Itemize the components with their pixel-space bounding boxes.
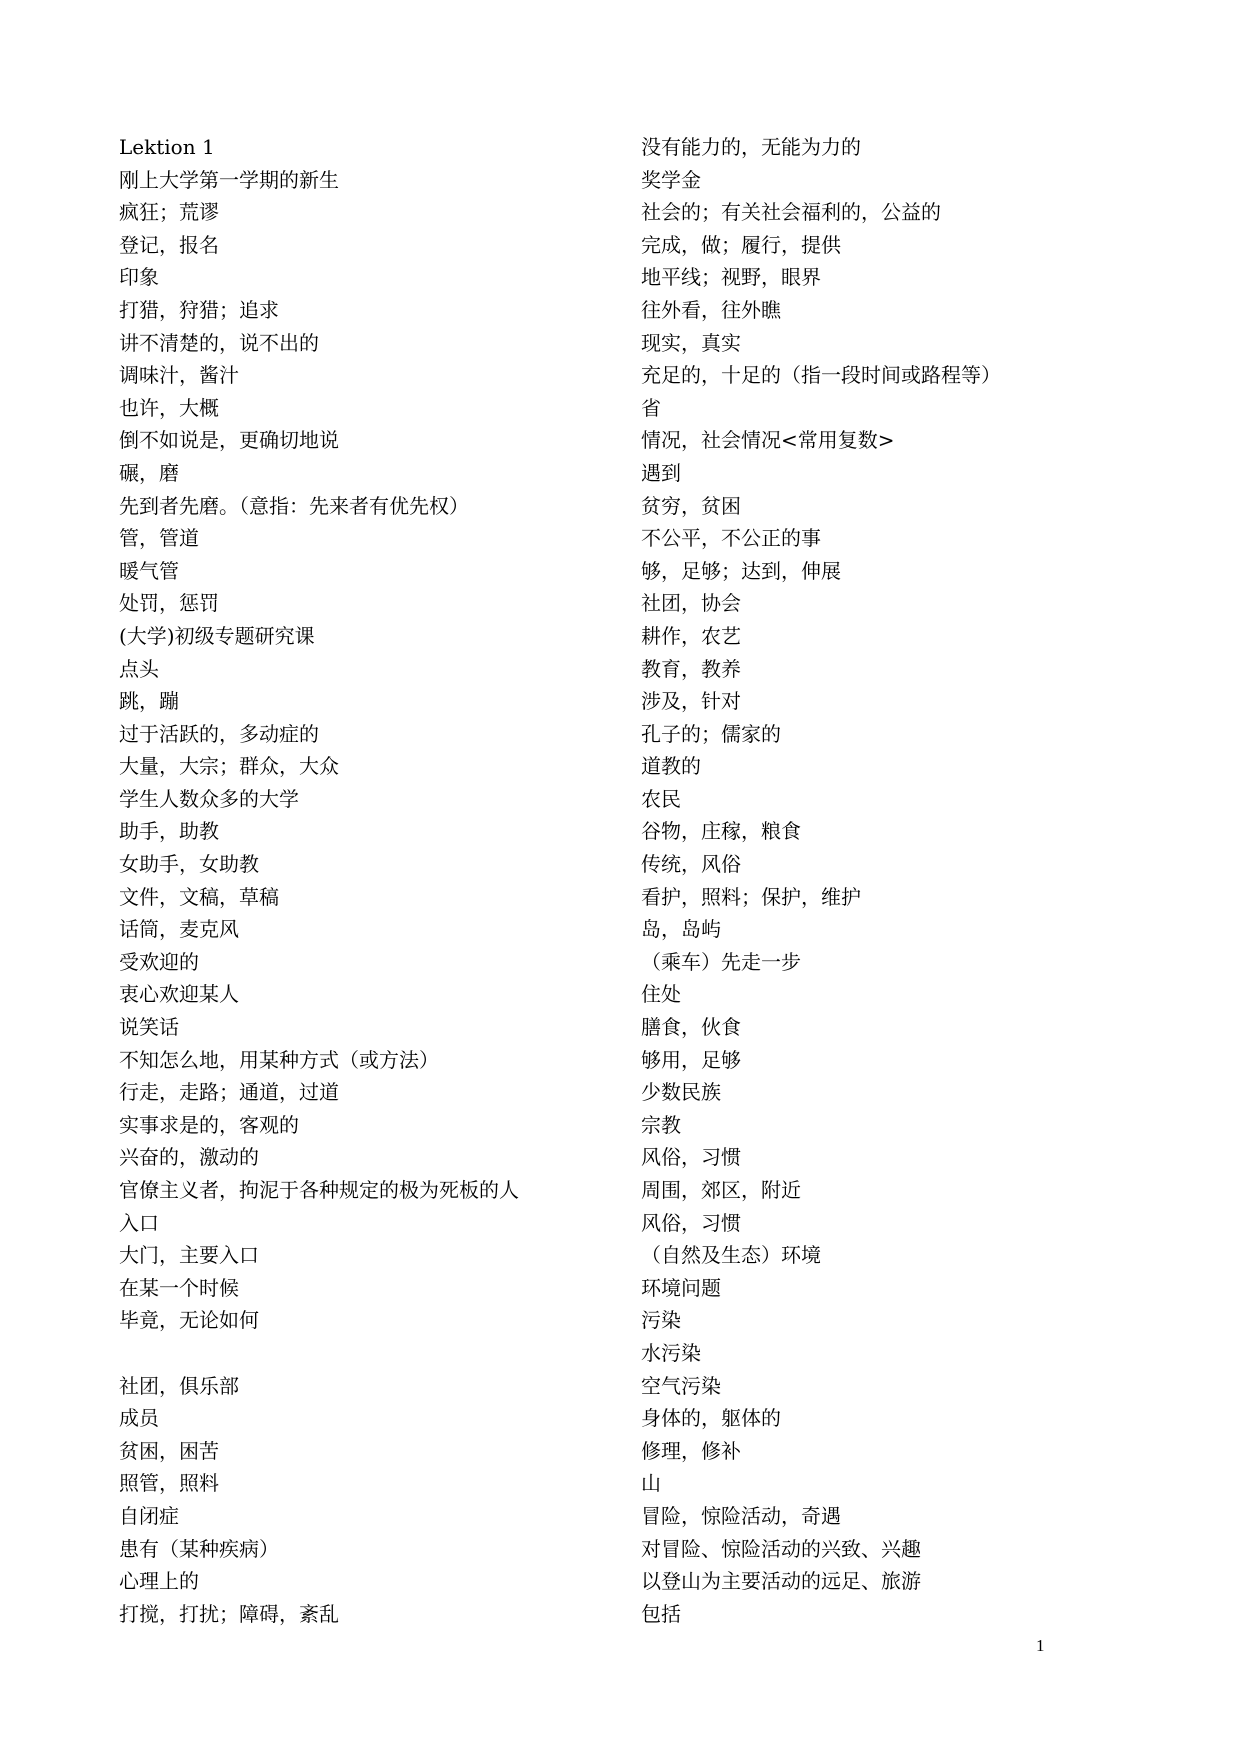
vocab-line: （自然及生态）环境	[641, 1243, 821, 1268]
vocab-line: 谷物，庄稼，粮食	[641, 819, 801, 844]
vocab-line: 心理上的	[119, 1569, 199, 1594]
vocab-line: 跳，蹦	[119, 689, 179, 714]
vocab-line: 官僚主义者，拘泥于各种规定的极为死板的人	[119, 1178, 519, 1202]
vocab-line: 大量，大宗；群众，大众	[119, 754, 339, 779]
vocab-line: 看护，照料；保护，维护	[641, 884, 861, 909]
vocab-line: 山	[641, 1471, 661, 1496]
vocab-line: 暖气管	[119, 558, 179, 583]
vocab-line: 宗教	[641, 1112, 681, 1137]
vocab-line: 倒不如说是，更确切地说	[119, 428, 339, 453]
vocab-line: 往外看，往外瞧	[641, 297, 781, 322]
vocab-line: 奖学金	[641, 167, 701, 192]
vocab-line: 没有能力的，无能为力的	[641, 135, 861, 159]
page-number: 1	[1036, 1636, 1045, 1655]
vocab-line: 入口	[119, 1210, 159, 1235]
vocab-line: 患有（某种疾病）	[119, 1536, 279, 1561]
vocab-line: 现实，真实	[641, 330, 741, 355]
vocab-line: 情况，社会情况<常用复数>	[641, 428, 895, 453]
vocab-line: 碾，磨	[119, 460, 179, 485]
vocab-line: 讲不清楚的，说不出的	[119, 330, 319, 355]
vocab-line: 过于活跃的，多动症的	[119, 721, 319, 746]
vocab-line: 毕竟，无论如何	[119, 1308, 259, 1333]
vocab-line: 完成，做；履行，提供	[641, 232, 841, 257]
vocab-line: 道教的	[641, 754, 701, 779]
vocab-line: 衷心欢迎某人	[119, 982, 239, 1007]
vocab-line: (大学)初级专题研究课	[119, 623, 315, 648]
vocab-line: 够用，足够	[641, 1047, 741, 1072]
vocab-line: 受欢迎的	[119, 949, 199, 974]
vocab-line: 冒险，惊险活动，奇遇	[641, 1503, 841, 1528]
vocab-line: 涉及，针对	[641, 689, 741, 714]
vocab-line: 贫穷，贫困	[641, 493, 741, 518]
vocab-line: 岛，岛屿	[641, 917, 721, 942]
vocab-line: 打猎，狩猎；追求	[119, 297, 279, 322]
vocab-line: 照管，照料	[119, 1471, 219, 1496]
vocab-line: 省	[641, 395, 661, 420]
vocab-line: 够，足够；达到，伸展	[641, 558, 841, 583]
vocab-line: 也许，大概	[119, 395, 219, 420]
vocab-line: 身体的，躯体的	[641, 1406, 781, 1431]
vocab-line: 修理，修补	[641, 1438, 741, 1463]
vocab-line: 农民	[641, 786, 681, 811]
vocab-line: 助手，助教	[119, 819, 219, 844]
vocab-line	[119, 1337, 619, 1370]
vocab-line: 兴奋的，激动的	[119, 1145, 259, 1170]
vocab-line: 膳食，伙食	[641, 1015, 741, 1040]
vocab-line: 点头	[119, 656, 159, 681]
vocab-line: 教育，教养	[641, 656, 741, 681]
vocab-line: 社团，协会	[641, 591, 741, 616]
vocab-line: 住处	[641, 982, 681, 1007]
vocab-line: 不公平，不公正的事	[641, 526, 821, 551]
vocab-line: 成员	[119, 1406, 159, 1431]
vocab-line: 污染	[641, 1308, 681, 1333]
vocab-line: 少数民族	[641, 1080, 721, 1105]
vocab-line: 遇到	[641, 460, 681, 485]
vocab-line: 社团，俱乐部	[119, 1373, 239, 1398]
vocab-line: 充足的，十足的（指一段时间或路程等）	[641, 363, 1001, 388]
vocab-line: 在某一个时候	[119, 1275, 239, 1300]
vocab-line: 调味汁，酱汁	[119, 363, 239, 388]
vocab-line: 说笑话	[119, 1015, 179, 1040]
vocab-line: 女助手，女助教	[119, 852, 259, 877]
vocab-line: 贫困，困苦	[119, 1438, 219, 1463]
vocab-line: 空气污染	[641, 1373, 721, 1398]
left-column	[119, 131, 619, 1630]
vocab-line: 社会的；有关社会福利的，公益的	[641, 200, 941, 225]
vocab-line: 传统，风俗	[641, 852, 741, 877]
vocab-line: 以登山为主要活动的远足、旅游	[641, 1569, 921, 1594]
vocab-line: 行走，走路；通道，过道	[119, 1080, 339, 1105]
vocab-line: 不知怎么地，用某种方式（或方法）	[119, 1047, 439, 1072]
right-column	[641, 131, 1161, 1630]
vocab-line: 地平线；视野，眼界	[641, 265, 821, 290]
vocab-line: 实事求是的，客观的	[119, 1112, 299, 1137]
vocab-line: 耕作，农艺	[641, 623, 741, 648]
vocab-line: 印象	[119, 265, 159, 290]
vocab-line: 管，管道	[119, 526, 199, 551]
vocab-line: 自闭症	[119, 1503, 179, 1528]
vocab-line: 话筒，麦克风	[119, 917, 239, 942]
vocab-line: 水污染	[641, 1340, 701, 1365]
vocab-line: 环境问题	[641, 1275, 721, 1300]
vocab-line: 周围，郊区，附近	[641, 1178, 801, 1202]
vocab-line: 处罚，惩罚	[119, 591, 219, 616]
vocab-line: 学生人数众多的大学	[119, 786, 299, 811]
vocab-line: 打搅，打扰；障碍，紊乱	[119, 1601, 339, 1626]
vocab-line: 登记，报名	[119, 232, 219, 257]
vocab-line: 疯狂；荒谬	[119, 200, 219, 225]
vocab-line: Lektion 1	[119, 135, 215, 159]
vocab-line: （乘车）先走一步	[641, 949, 801, 974]
vocab-line: 风俗，习惯	[641, 1145, 741, 1170]
vocab-line: 刚上大学第一学期的新生	[119, 167, 339, 192]
vocab-line: 包括	[641, 1601, 681, 1626]
vocab-line: 风俗，习惯	[641, 1210, 741, 1235]
vocab-line: 对冒险、惊险活动的兴致、兴趣	[641, 1536, 921, 1561]
vocab-line: 先到者先磨。（意指：先来者有优先权）	[119, 493, 469, 518]
vocab-line: 文件，文稿，草稿	[119, 884, 279, 909]
vocab-line: 大门，主要入口	[119, 1243, 259, 1268]
vocab-line: 孔子的；儒家的	[641, 721, 781, 746]
